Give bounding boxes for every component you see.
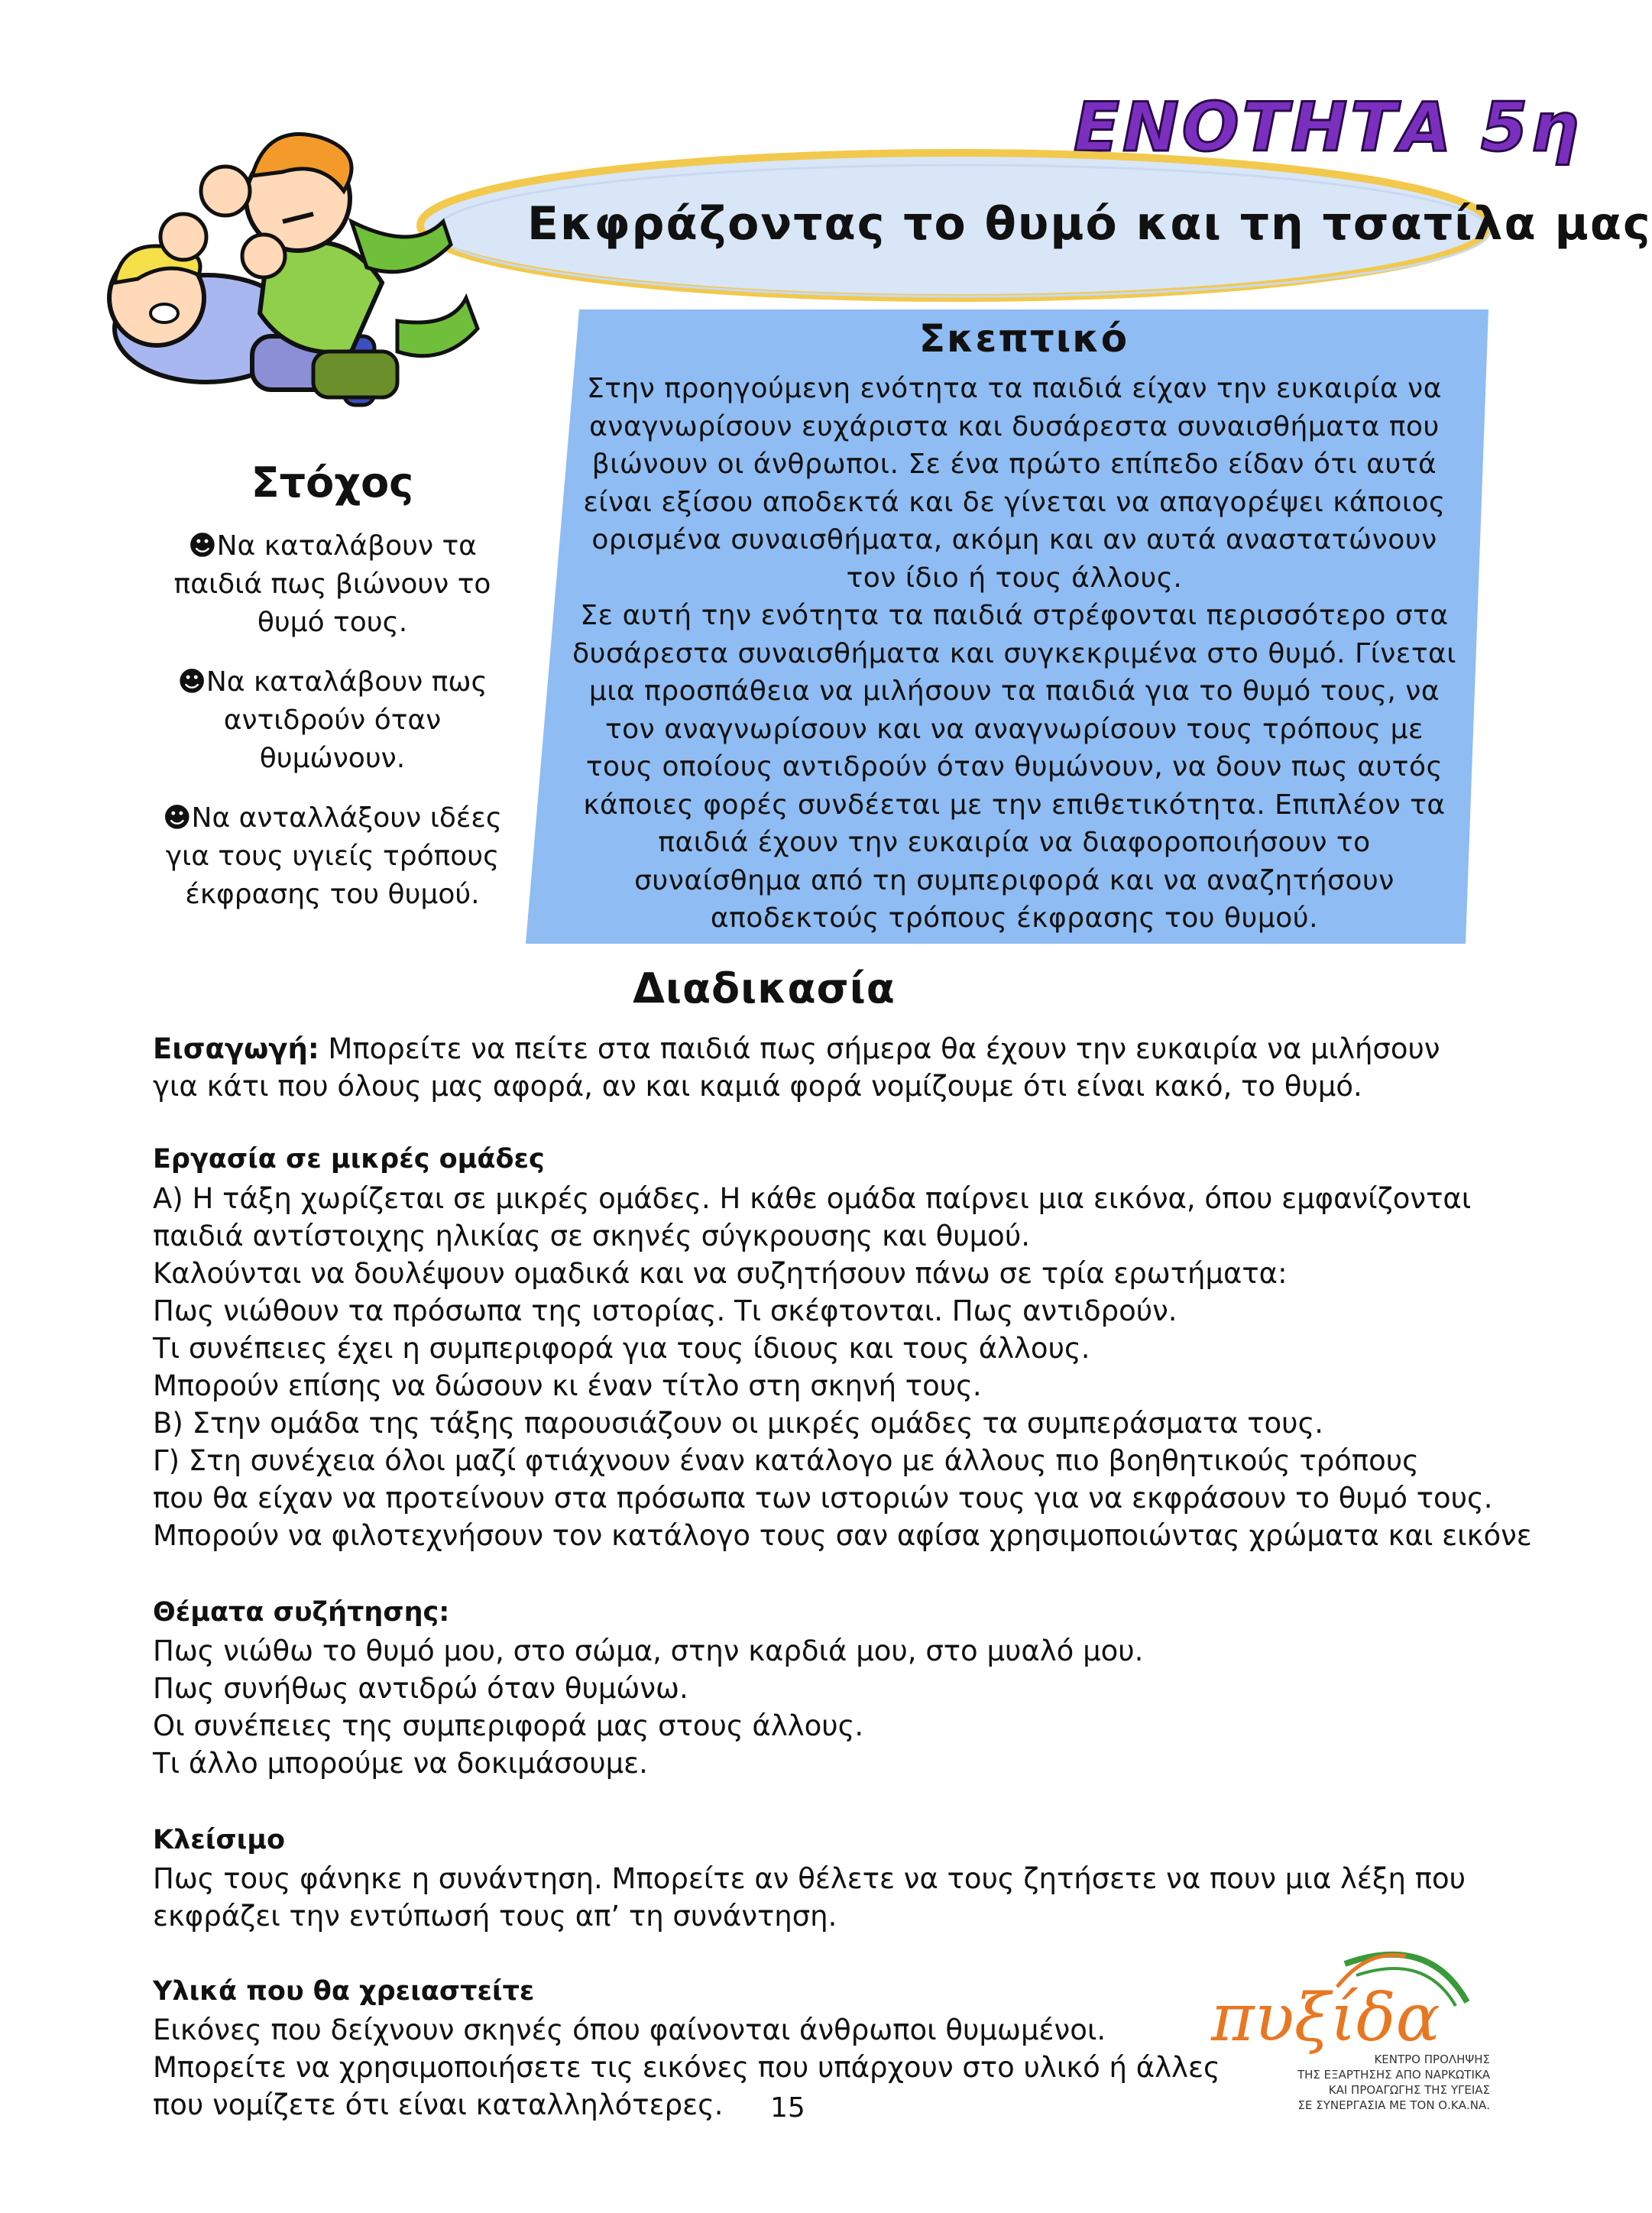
paragraph-line: Τι άλλο μπορούμε να δοκιμάσουμε. bbox=[153, 1747, 648, 1780]
paragraph-line: Πως τους φάνηκε η συνάντηση. Μπορείτε αν θέλετε να τους ζητήσετε να πουν μια λέξη που bbox=[153, 1862, 1466, 1895]
smiley-bullet-icon: ☻ bbox=[163, 802, 192, 834]
goal-item: ☻Να καταλάβουν πως αντιδρούν όταν θυμώνουν. bbox=[177, 666, 488, 774]
intro-line: Εισαγωγή: Μπορείτε να πείτε στα παιδιά πως σήμερα θα έχουν την ευκαιρία να μιλήσουν bbox=[153, 1032, 1440, 1065]
paragraph-line: Μπορείτε να χρησιμοποιήσετε τις εικόνες που υπάρχουν στο υλικό ή άλλες bbox=[153, 2051, 1220, 2084]
groups-heading: Εργασία σε μικρές ομάδες bbox=[153, 1144, 545, 1175]
rationale-text: Στην προηγούμενη ενότητα τα παιδιά είχαν την ευκαιρία να αναγνωρίσουν ευχάριστα και δυσάρεστα συναισθήματα που βιώνουν οι άνθρωποι. Σε ένα πρώτο επίπεδο είδαν ότι αυτά είναι εξίσου αποδεκτά και δε γίνεται να απαγορέψει κάποιος ορισμένα συναισθήματα, ακόμη και αν αυτά αναστατώνουν τον ίδιο ή τους άλλους. Σε αυτή την ενότητα τα παιδιά στρέφονται περισσότερο στα δυσάρεστα συναισθήματα και συγκεκριμένα στο θυμό. Γίνεται μια προσπάθεια να μιλήσουν τα παιδιά για το θυμό τους, να τον αναγνωρίσουν και να αναγνωρίσουν τους τρόπους με τους οποίους αντιδρούν όταν θυμώνουν, να δουν πως αυτός κάποιες φορές συνδέεται με την επιθετικότητα. Επιπλέον τα παιδιά έχουν την ευκαιρία να διαφοροποιήσουν το συναίσθημα από τη συμπεριφορά και να αναζητήσουν αποδεκτούς τρόπους έκφρασης του θυμού. bbox=[572, 373, 1456, 934]
goal-item: ☻Να καταλάβουν τα παιδιά πως βιώνουν το θυμό τους. bbox=[173, 530, 491, 638]
page-title: Εκφράζοντας το θυμό και τη τσατίλα μας bbox=[527, 197, 1652, 251]
unit-title-text: ΕΝΟΤΗΤΑ 5η bbox=[1074, 88, 1582, 167]
goals-heading: Στόχος bbox=[251, 458, 414, 507]
paragraph-line: Μπορούν να φιλοτεχνήσουν τον κατάλογο τους σαν αφίσα χρησιμοποιώντας χρώματα και εικόνε bbox=[153, 1519, 1532, 1552]
smiley-bullet-icon: ☻ bbox=[188, 530, 217, 562]
materials-heading: Υλικά που θα χρειαστείτε bbox=[153, 1976, 535, 2007]
logo-line: ΣΕ ΣΥΝΕΡΓΑΣΙΑ ΜΕ ΤΟΝ Ο.ΚΑ.ΝΑ. bbox=[1297, 2098, 1490, 2112]
closing-heading: Κλείσιμο bbox=[153, 1825, 286, 1855]
paragraph-line: Πως νιώθουν τα πρόσωπα της ιστορίας. Τι σκέφτονται. Πως αντιδρούν. bbox=[153, 1294, 1177, 1327]
procedure-heading: Διαδικασία bbox=[633, 964, 896, 1013]
fighting-kids-illustration bbox=[92, 107, 489, 436]
rationale-heading: Σκεπτικό bbox=[918, 316, 1129, 361]
intro-label: Εισαγωγή: bbox=[153, 1032, 319, 1065]
logo-name: πυξίδα bbox=[1211, 1980, 1440, 2056]
paragraph-line: παιδιά αντίστοιχης ηλικίας σε σκηνές σύγκρουσης και θυμού. bbox=[153, 1220, 1030, 1252]
pyxida-logo bbox=[1207, 1941, 1498, 2124]
smiley-bullet-icon: ☻ bbox=[177, 666, 206, 698]
paragraph-line: Πως νιώθω το θυμό μου, στο σώμα, στην καρδιά μου, στο μυαλό μου. bbox=[153, 1635, 1144, 1667]
intro-line: για κάτι που όλους μας αφορά, αν και καμιά φορά νομίζουμε ότι είναι κακό, το θυμό. bbox=[153, 1070, 1362, 1103]
paragraph-line: Μπορούν επίσης να δώσουν κι έναν τίτλο στη σκηνή τους. bbox=[153, 1369, 982, 1402]
paragraph-line: Εικόνες που δείχνουν σκηνές όπου φαίνονται άνθρωποι θυμωμένοι. bbox=[153, 2014, 1106, 2046]
goal-item: ☻Να ανταλλάξουν ιδέες για τους υγιείς τρόπους έκφρασης του θυμού. bbox=[163, 802, 502, 910]
page-number: 15 bbox=[770, 2092, 805, 2124]
paragraph-line: Β) Στην ομάδα της τάξης παρουσιάζουν οι μικρές ομάδες τα συμπεράσματα τους. bbox=[153, 1407, 1324, 1440]
logo-line: ΤΗΣ ΕΞΑΡΤΗΣΗΣ ΑΠΟ ΝΑΡΚΩΤΙΚΑ bbox=[1297, 2068, 1490, 2082]
paragraph-line: εκφράζει την εντύπωσή τους απ’ τη συνάντηση. bbox=[153, 1900, 837, 1933]
paragraph-line: Τι συνέπειες έχει η συμπεριφορά για τους ίδιους και τους άλλους. bbox=[153, 1332, 1090, 1365]
paragraph-line: Γ) Στη συνέχεια όλοι μαζί φτιάχνουν έναν κατάλογο με άλλους πιο βοηθητικούς τρόπους bbox=[153, 1444, 1419, 1477]
logo-line: ΚΕΝΤΡΟ ΠΡΟΛΗΨΗΣ bbox=[1374, 2053, 1490, 2066]
paragraph-line: που θα είχαν να προτείνουν στα πρόσωπα των ιστοριών τους για να εκφράσουν το θυμό τους. bbox=[153, 1482, 1493, 1515]
paragraph-line: Οι συνέπειες της συμπεριφορά μας στους άλλους. bbox=[153, 1709, 864, 1742]
paragraph-line: Α) Η τάξη χωρίζεται σε μικρές ομάδες. Η κάθε ομάδα παίρνει μια εικόνα, όπου εμφανίζονται bbox=[153, 1182, 1472, 1215]
logo-line: ΚΑΙ ΠΡΟΑΓΩΓΗΣ ΤΗΣ ΥΓΕΙΑΣ bbox=[1328, 2083, 1490, 2097]
discussion-heading: Θέματα συζήτησης: bbox=[153, 1597, 450, 1628]
paragraph-line: Πως συνήθως αντιδρώ όταν θυμώνω. bbox=[153, 1672, 688, 1705]
paragraph-line: Καλούνται να δουλέψουν ομαδικά και να συζητήσουν πάνω σε τρία ερωτήματα: bbox=[153, 1257, 1288, 1290]
paragraph-line: που νομίζετε ότι είναι καταλληλότερες. bbox=[153, 2088, 724, 2121]
